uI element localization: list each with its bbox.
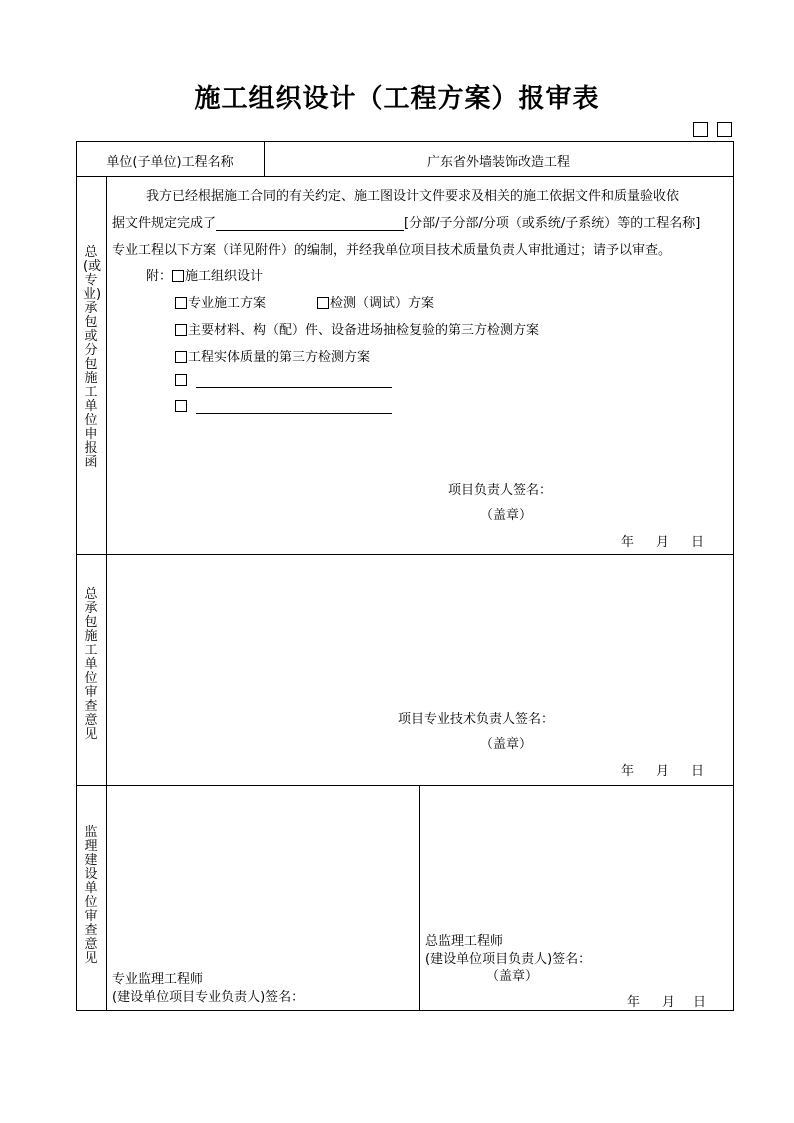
date-month: 月 — [656, 764, 670, 779]
checkbox-quality-testing[interactable] — [175, 351, 187, 363]
page-title: 施工组织设计（工程方案）报审表 — [194, 84, 600, 114]
attachment-row-2b — [317, 292, 434, 311]
attachment-row-3 — [175, 319, 539, 338]
section3-side-label: 监理建设单位审查意见 — [84, 825, 98, 966]
top-checkbox-1[interactable] — [693, 122, 708, 137]
section3-right-sign-2: (建设单位项目负责人)签名： — [425, 952, 592, 967]
attachment-row-4 — [175, 346, 370, 365]
project-name-value: 广东省外墙装饰改造工程 — [426, 155, 570, 170]
date-year: 年 — [621, 535, 635, 550]
attachment-row-1 — [146, 265, 263, 284]
other-attachment-field-2[interactable] — [196, 401, 392, 414]
attachment-quality-testing: 工程实体质量的第三方检测方案 — [188, 350, 371, 365]
checkbox-construction-design[interactable] — [172, 270, 184, 282]
date-day: 日 — [693, 995, 707, 1010]
top-checkbox-2[interactable] — [717, 122, 732, 137]
section2-side-label: 总承包施工单位审查意见 — [84, 587, 98, 742]
section1-line2-suffix: [分部/子分部/分项（或系统/子系统）等的工程名称] — [404, 216, 701, 231]
section2-date — [621, 760, 704, 779]
checkbox-other-1[interactable] — [175, 374, 187, 386]
section3-left-sign-1: 专业监理工程师 — [112, 972, 204, 987]
date-month: 月 — [662, 995, 676, 1010]
section3-date — [627, 991, 706, 1010]
project-part-name-field[interactable] — [216, 216, 404, 231]
section2-sign: 项目专业技术负责人签名： — [398, 712, 555, 727]
attachment-row-2 — [175, 292, 266, 311]
checkbox-other-2[interactable] — [175, 400, 187, 412]
attach-label: 附： — [146, 269, 173, 284]
attachment-row-6 — [175, 399, 392, 414]
attachment-material-testing: 主要材料、构（配）件、设备进场抽检复验的第三方检测方案 — [188, 323, 540, 338]
section1-line2-prefix: 据文件规定完成了 — [112, 216, 217, 231]
section3-right-sign-1: 总监理工程师 — [425, 934, 504, 949]
attachment-testing-plan: 检测（调试）方案 — [330, 296, 435, 311]
section1-side-label: 总(或专业)承包或分包施工单位申报函 — [83, 245, 102, 470]
section2-seal: （盖章） — [480, 737, 533, 752]
date-month: 月 — [656, 535, 670, 550]
attachment-construction-design: 施工组织设计 — [185, 269, 264, 284]
checkbox-special-plan[interactable] — [175, 297, 187, 309]
date-year: 年 — [621, 764, 635, 779]
attachment-row-5 — [175, 373, 392, 388]
top-checkbox-group — [693, 122, 732, 141]
attachment-special-plan: 专业施工方案 — [188, 296, 267, 311]
date-day: 日 — [691, 535, 705, 550]
date-year: 年 — [627, 995, 641, 1010]
section1-line1: 我方已经根据施工合同的有关约定、施工图设计文件要求及相关的施工依据文件和质量验收依 — [146, 189, 680, 204]
section3-seal: （盖章） — [486, 969, 539, 984]
date-day: 日 — [691, 764, 705, 779]
other-attachment-field-1[interactable] — [196, 375, 392, 388]
checkbox-material-testing[interactable] — [175, 324, 187, 336]
section1-line3: 专业工程以下方案（详见附件）的编制，并经我单位项目技术质量负责人审批通过；请予以审查。 — [112, 243, 672, 258]
section1-line2 — [112, 212, 700, 231]
section1-seal: （盖章） — [480, 508, 533, 523]
section3-left-sign-2: (建设单位项目专业负责人)签名： — [112, 990, 305, 1005]
project-name-label: 单位(子单位)工程名称 — [106, 155, 234, 170]
checkbox-testing-plan[interactable] — [317, 297, 329, 309]
section1-sign: 项目负责人签名： — [448, 483, 553, 498]
section1-date — [621, 531, 704, 550]
